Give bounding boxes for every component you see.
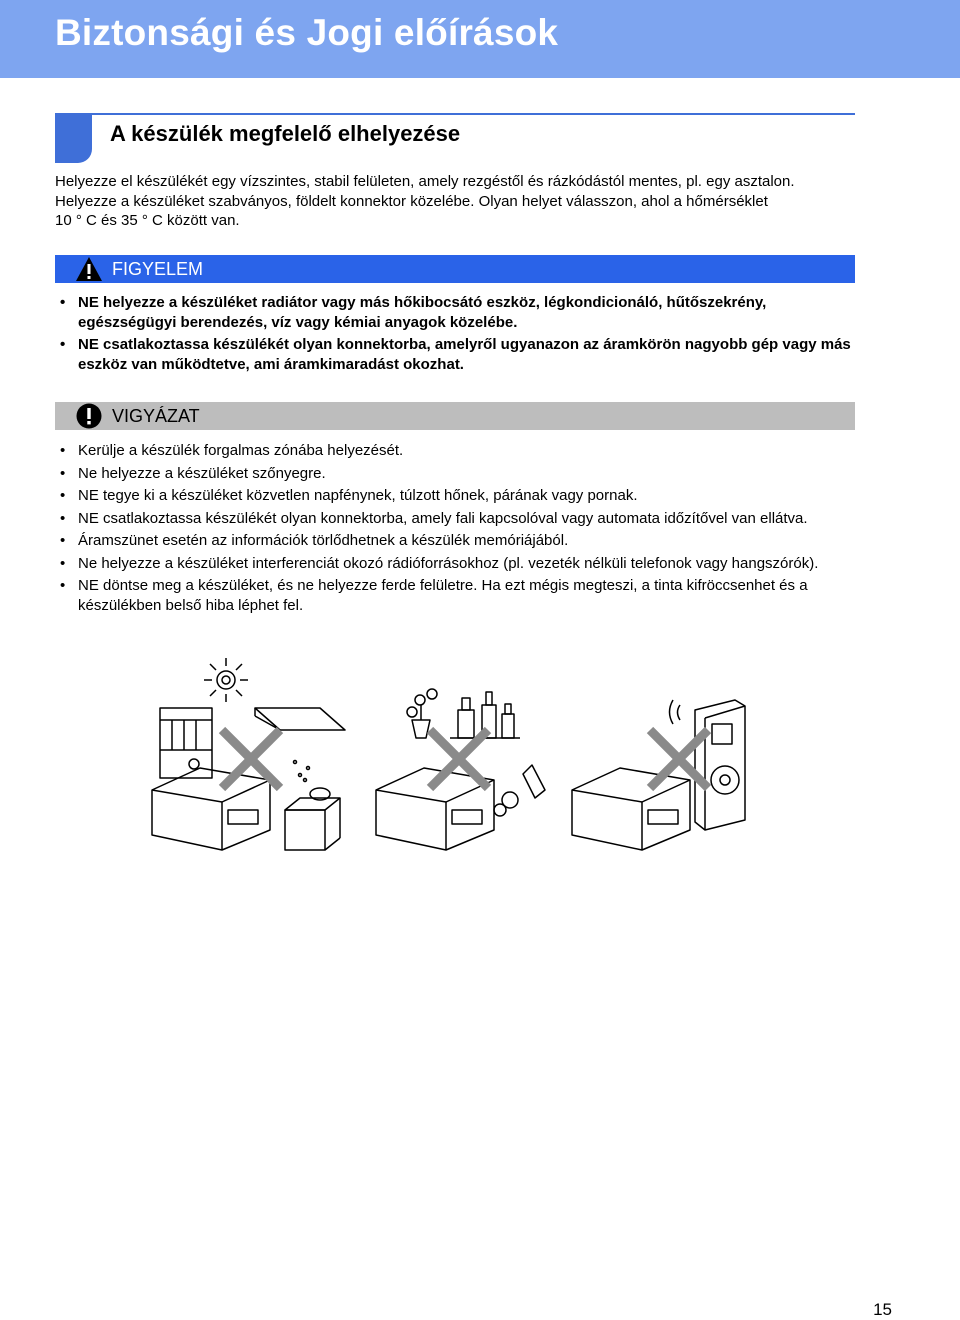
spray-icon — [494, 765, 545, 816]
prohibited-x-icon — [222, 730, 280, 788]
intro-line: Helyezze el készülékét egy vízszintes, stabil felületen, amely rezgéstől és rázkódástól mentes, pl. egy asztalon. — [55, 173, 795, 190]
warning-triangle-icon — [75, 256, 103, 282]
list-item: • Ne helyezze a készüléket interferenciát okozó rádióforrásokhoz (pl. vezeték nélküli telefonok vagy hangszórók). — [60, 554, 860, 574]
list-item: • Áramszünet esetén az információk törlődhetnek a készülék memóriájából. — [60, 531, 860, 551]
list-item: • NE tegye ki a készüléket közvetlen napfénynek, túlzott hőnek, párának vagy pornak. — [60, 486, 860, 506]
humidifier-icon — [285, 761, 340, 851]
section-title: A készülék megfelelő elhelyezése — [110, 121, 461, 146]
list-item: • NE helyezze a készüléket radiátor vagy más hőkibocsátó eszköz, légkondicionáló, hűtőszekrény, egészségügyi berendezés, víz vagy kémiai anyagok közelébe. — [60, 293, 860, 333]
section-tab — [55, 113, 92, 163]
caution-bar — [55, 402, 855, 430]
list-item: • NE csatlakoztassa készülékét olyan konnektorba, amely fali kapcsolóval vagy automata időzítővel van ellátva. — [60, 509, 860, 529]
page-title: Biztonsági és Jogi előírások — [55, 12, 559, 53]
intro-text — [55, 172, 865, 231]
sun-icon — [204, 658, 248, 702]
warning-list — [60, 293, 860, 377]
placement-illustration — [140, 650, 780, 870]
list-item: • Kerülje a készülék forgalmas zónába helyezését. — [60, 441, 860, 461]
intro-line: Helyezze a készüléket szabványos, földelt konnektor közelébe. Olyan helyet válasszon, ahol a hőmérséklet — [55, 192, 768, 210]
printer-icon — [572, 768, 690, 850]
warning-bar — [55, 255, 855, 283]
warning-label: FIGYELEM — [112, 259, 204, 279]
section-header — [55, 113, 855, 163]
list-item: • Ne helyezze a készüléket szőnyegre. — [60, 464, 860, 484]
section-rule — [92, 113, 855, 115]
intro-line: 10 ° C és 35 ° C között van. — [55, 212, 240, 229]
caution-list — [60, 441, 860, 618]
page-number: 15 — [873, 1300, 892, 1319]
range-hood-icon — [255, 708, 345, 730]
exclamation-circle-icon — [75, 403, 103, 429]
top-banner — [0, 0, 960, 78]
list-item: • NE döntse meg a készüléket, és ne helyezze ferde felületre. Ha ezt mégis megteszi, a tinta kifröccsenhet és a készülékben belső hiba léphet fel. — [60, 576, 860, 615]
heater-icon — [160, 708, 212, 778]
list-item: • NE csatlakoztassa készülékét olyan konnektorba, amelyről ugyanazon az áramkörön nagyobb gép vagy más eszköz van működtetve, ami áramkimaradást okozhat. — [60, 335, 860, 375]
printer-icon — [152, 768, 270, 850]
caution-label: VIGYÁZAT — [112, 406, 200, 426]
prohibited-x-icon — [650, 730, 708, 788]
